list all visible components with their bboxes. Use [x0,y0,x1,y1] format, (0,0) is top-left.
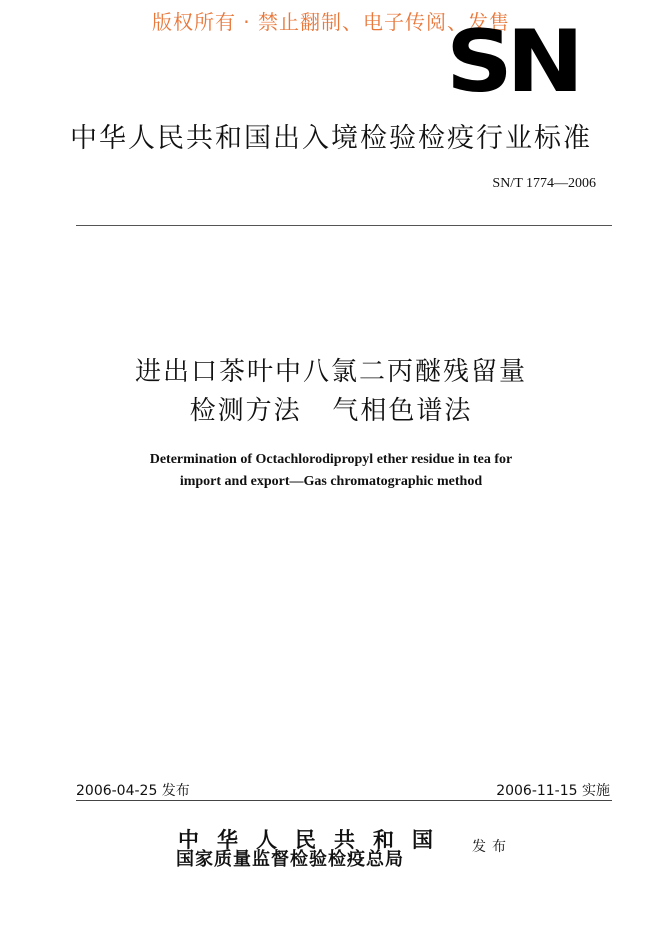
chinese-title-line-1: 进出口茶叶中八氯二丙醚残留量 [134,357,527,387]
issue-action: 发布 [472,839,512,855]
sn-logo: SN [446,12,578,112]
english-title-line-1: Determination of Octachlorodipropyl ether residue in tea for [149,452,513,467]
standard-number: SN/T 1774—2006 [492,176,596,191]
english-title-line-2: import and export—Gas chromatographic method [179,474,483,489]
bottom-divider [76,800,612,801]
issuer-agency: 国家质量监督检验检疫总局 [176,849,404,870]
top-divider [76,225,612,226]
issuer-country: 中华人民共和国 [178,828,451,852]
issue-date: 2006-04-25 发布 [76,783,190,799]
implementation-date: 2006-11-15 实施 [496,783,610,799]
copyright-watermark: 版权所有 · 禁止翻制、电子传阅、发售 [151,10,511,34]
organization-title: 中华人民共和国出入境检验检疫行业标准 [70,123,592,154]
chinese-title-line-2: 检测方法 气相色谱法 [189,396,473,426]
